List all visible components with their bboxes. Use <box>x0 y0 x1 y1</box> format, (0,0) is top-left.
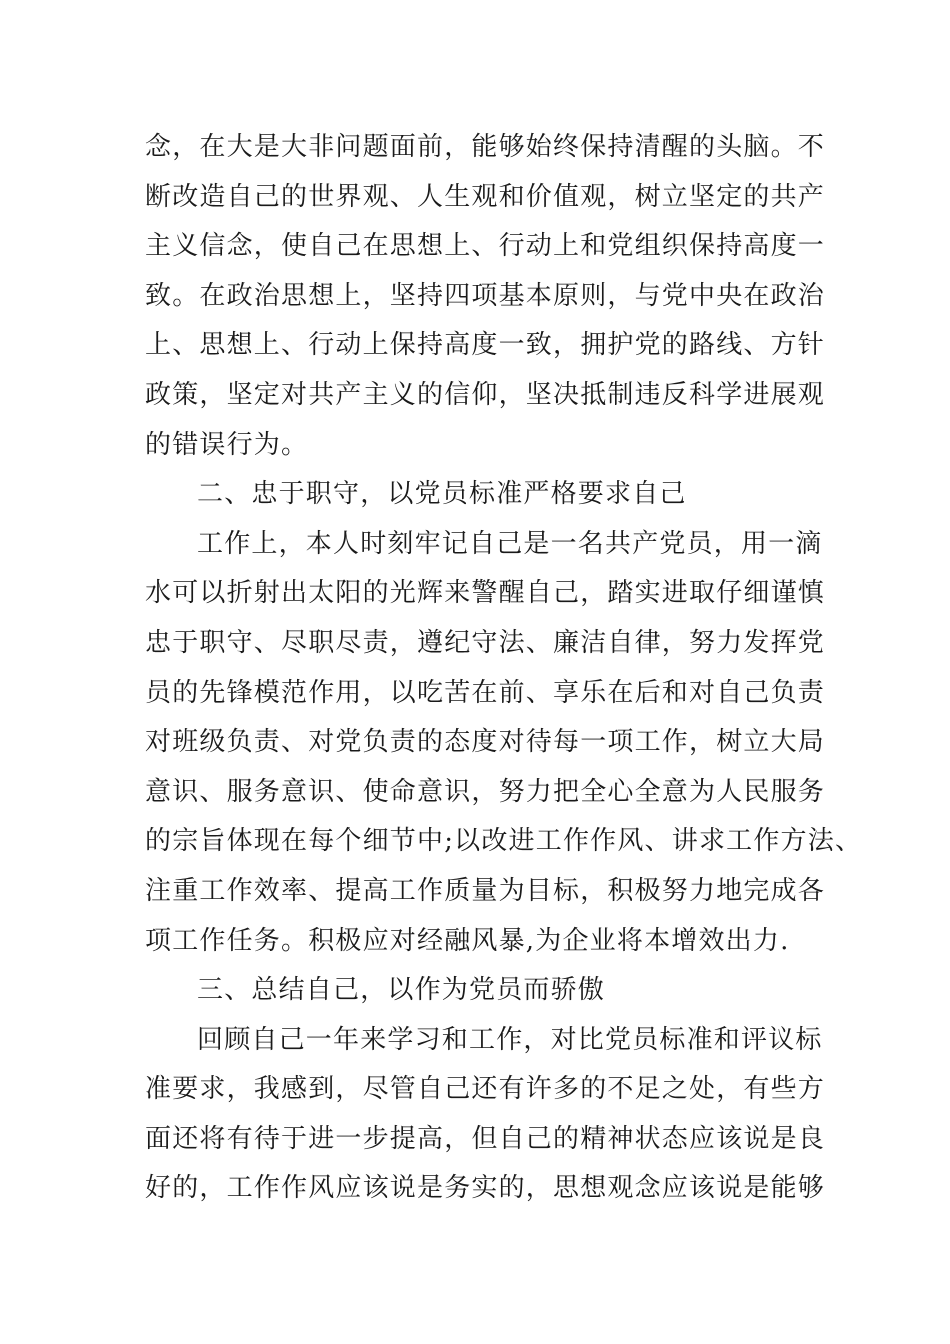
text-line: 好的，工作作风应该说是务实的，思想观念应该说是能够 <box>145 1173 826 1204</box>
text-line: 的宗旨体现在每个细节中;以改进工作作风、讲求工作方法、 <box>145 826 863 857</box>
text-line: 政策，坚定对共产主义的信仰，坚决抵制违反科学进展观 <box>145 379 826 410</box>
section-heading: 二、忠于职守，以党员标准严格要求自己 <box>197 479 687 510</box>
text-line: 水可以折射出太阳的光辉来警醒自己，踏实进取仔细谨慎 <box>145 578 826 609</box>
text-line: 主义信念，使自己在思想上、行动上和党组织保持高度一 <box>145 231 826 262</box>
text-line: 的错误行为。 <box>145 429 309 460</box>
text-line: 准要求，我感到，尽管自己还有许多的不足之处，有些方 <box>145 1074 826 1105</box>
text-line: 面还将有待于进一步提高，但自己的精神状态应该说是良 <box>145 1123 826 1154</box>
text-line: 忠于职守、尽职尽责，遵纪守法、廉洁自律，努力发挥党 <box>145 627 826 658</box>
text-line: 对班级负责、对党负责的态度对待每一项工作，树立大局 <box>145 727 826 758</box>
paragraph-first-line: 工作上，本人时刻牢记自己是一名共产党员，用一滴 <box>197 528 823 559</box>
text-line: 断改造自己的世界观、人生观和价值观，树立坚定的共产 <box>145 181 826 212</box>
text-line: 意识、服务意识、使命意识，努力把全心全意为人民服务 <box>145 776 826 807</box>
text-line: 项工作任务。积极应对经融风暴,为企业将本增效出力. <box>145 925 790 956</box>
text-line: 注重工作效率、提高工作质量为目标，积极努力地完成各 <box>145 875 826 906</box>
section-heading: 三、总结自己，以作为党员而骄傲 <box>197 975 606 1006</box>
document-body <box>145 123 863 1214</box>
paragraph-first-line: 回顾自己一年来学习和工作，对比党员标准和评议标 <box>197 1024 823 1055</box>
text-line: 念，在大是大非问题面前，能够始终保持清醒的头脑。不 <box>145 132 826 162</box>
text-line: 上、思想上、行动上保持高度一致，拥护党的路线、方针 <box>145 330 826 361</box>
text-line: 员的先锋模范作用，以吃苦在前、享乐在后和对自己负责 <box>145 677 826 708</box>
text-line: 致。在政治思想上，坚持四项基本原则，与党中央在政治 <box>145 280 826 311</box>
